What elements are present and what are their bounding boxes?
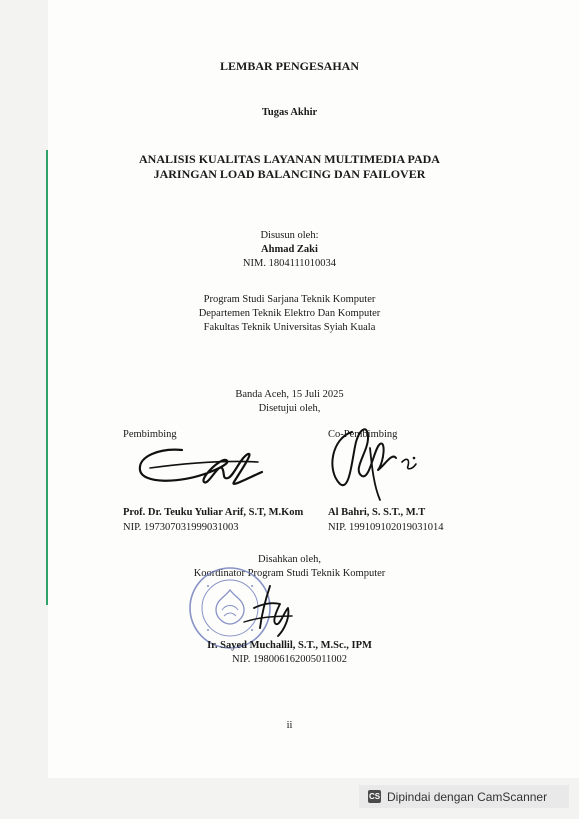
author-nim: NIM. 1804111010034 [242,258,337,269]
page-heading: LEMBAR PENGESAHAN [219,59,359,73]
supervisor-role: Pembimbing [123,429,177,440]
camscanner-badge [359,785,569,808]
supervisor-name: Prof. Dr. Teuku Yuliar Arif, S.T, M.Kom [123,507,304,518]
coordinator-role: Koordinator Program Studi Teknik Komputer [193,568,386,579]
thesis-title-line1: ANALISIS KUALITAS LAYANAN MULTIMEDIA PADA [139,152,440,166]
approved-by-label: Disetujui oleh, [258,403,321,414]
page-number: ii [286,720,293,731]
author-name: Ahmad Zaki [261,244,318,255]
supervisor-signature [130,438,270,498]
faculty-name: Fakultas Teknik Universitas Syiah Kuala [203,322,376,333]
co-supervisor-name: Al Bahri, S. S.T., M.T [328,507,426,518]
coordinator-nip: NIP. 198006162005011002 [231,654,348,665]
co-supervisor-nip: NIP. 199109102019031014 [328,522,444,533]
program-name: Program Studi Sarjana Teknik Komputer [203,294,376,305]
page-edge-line [46,150,48,605]
subheading: Tugas Akhir [261,107,318,118]
author-label: Disusun oleh: [260,230,319,241]
co-supervisor-signature [322,418,422,504]
supervisor-nip: NIP. 197307031999031003 [123,522,239,533]
department-name: Departemen Teknik Elektro Dan Komputer [198,308,381,319]
camscanner-icon: CS [368,792,381,801]
coordinator-signature [232,582,302,642]
camscanner-label: Dipindai dengan CamScanner [387,789,548,804]
co-supervisor-role: Co-Pembimbing [328,429,398,440]
thesis-title-line2: JARINGAN LOAD BALANCING DAN FAILOVER [153,167,426,181]
place-date: Banda Aceh, 15 Juli 2025 [235,389,344,400]
coordinator-name: Ir. Sayed Muchallil, S.T., M.Sc., IPM [207,640,372,651]
ratified-by-label: Disahkan oleh, [258,554,321,565]
